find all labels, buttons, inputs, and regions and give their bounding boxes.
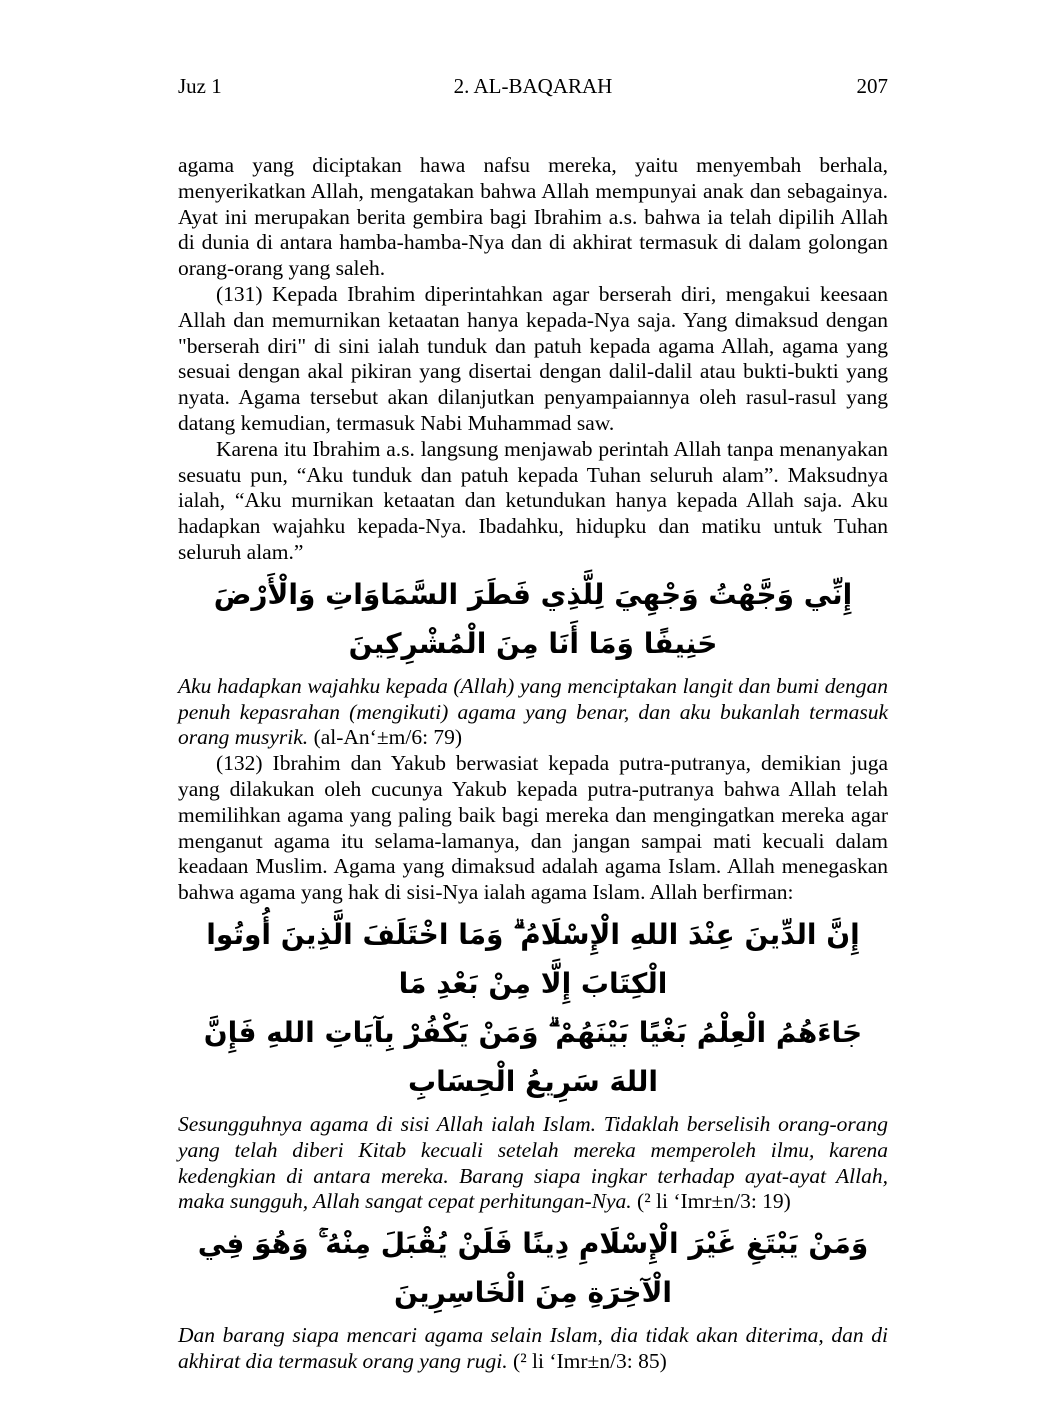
translation-al-anam-79 [178, 674, 888, 751]
verse-reference-ali-imran-19: (² li ‘Imr±n/3: 19) [637, 1189, 791, 1214]
translation-al-anam-79-text: Aku hadapkan wajahku kepada (Allah) yang menciptakan langit dan bumi dengan penuh kepasrahan (mengikuti) agama yang benar, dan aku bukanlah termasuk orang musyrik. [178, 673, 888, 750]
paragraph-verse-131: (131) Kepada Ibrahim diperintahkan agar berserah diri, mengakui keesaan Allah dan memurnikan ketaatan hanya kepada-Nya saja. Yang dimaksud dengan "berserah diri" di sini ialah tunduk dan patuh kepada agama Allah, agama yang sesuai dengan akal pikiran yang disertai dengan dalil-dalil atau bukti-bukti yang nyata. Agama tersebut akan dilanjutkan penyampaiannya oleh rasul-rasul yang datang kemudian, termasuk Nabi Muhammad saw. [178, 281, 888, 435]
arabic-verse-ali-imran-19 [178, 910, 888, 1106]
arabic-verse-ali-imran-19-line-2: جَاءَهُمُ الْعِلْمُ بَغْيًا بَيْنَهُمْ ۗ وَمَنْ يَكْفُرْ بِآيَاتِ اللهِ فَإِنَّ اللهَ سَرِيعُ الْحِسَابِ [203, 1015, 863, 1098]
page-header [178, 74, 888, 98]
arabic-verse-al-anam-79: إِنِّي وَجَّهْتُ وَجْهِيَ لِلَّذِي فَطَرَ السَّمَاوَاتِ وَالْأَرْضَ حَنِيفًا وَمَا أَنَا مِنَ الْمُشْرِكِينَ [213, 577, 853, 660]
verse-reference-ali-imran-85: (² li ‘Imr±n/3: 85) [513, 1348, 667, 1373]
translation-ali-imran-85-text: Dan barang siapa mencari agama selain Islam, dia tidak akan diterima, dan di akhirat dia termasuk orang yang rugi. [178, 1323, 888, 1373]
paragraph-intro-continuation: agama yang diciptakan hawa nafsu mereka, yaitu menyembah berhala, menyerikatkan Allah, mengatakan bahwa Allah mempunyai anak dan sebagainya. Ayat ini merupakan berita gembira bagi Ibrahim a.s. bahwa ia telah dipilih Allah di dunia di antara hamba-hamba-Nya dan di akhirat termasuk di dalam golongan orang-orang yang saleh. [178, 153, 888, 281]
verse-reference-al-anam-79: (al-An‘±m/6: 79) [313, 725, 463, 750]
translation-ali-imran-85 [178, 1323, 888, 1375]
translation-ali-imran-19 [178, 1112, 888, 1215]
arabic-verse-ali-imran-19-line-1: إِنَّ الدِّينَ عِنْدَ اللهِ الْإِسْلَامُ ۗ وَمَا اخْتَلَفَ الَّذِينَ أُوتُوا الْكِتَابَ إِلَّا مِنْ بَعْدِ مَا [206, 917, 860, 1000]
page-body [178, 153, 888, 1375]
arabic-verse-ali-imran-85: وَمَنْ يَبْتَغِ غَيْرَ الْإِسْلَامِ دِينًا فَلَنْ يُقْبَلَ مِنْهُ ۚ وَهُوَ فِي الْآخِرَةِ مِنَ الْخَاسِرِينَ [197, 1227, 869, 1310]
page-number: 207 [856, 74, 888, 98]
paragraph-tafsir-131: Karena itu Ibrahim a.s. langsung menjawab perintah Allah tanpa menanyakan sesuatu pun, “Aku tunduk dan patuh kepada Tuhan seluruh alam”. Maksudnya ialah, “Aku murnikan ketaatan dan ketundukan hanya kepada Allah saja. Aku hadapkan wajahku kepada-Nya. Ibadahku, hidupku dan matiku untuk Tuhan seluruh alam.” [178, 436, 888, 564]
translation-ali-imran-19-text: Sesungguhnya agama di sisi Allah ialah Islam. Tidaklah berselisih orang-orang yang telah diberi Kitab kecuali setelah mereka memperoleh ilmu, karena kedengkian di antara mereka. Barang siapa ingkar terhadap ayat-ayat Allah, maka sungguh, Allah sangat cepat perhitungan-Nya. [178, 1111, 888, 1214]
juz-label: Juz 1 [178, 74, 222, 98]
paragraph-verse-132: (132) Ibrahim dan Yakub berwasiat kepada putra-putranya, demikian juga yang dilakukan oleh cucunya Yakub kepada putra-putranya bahwa Allah telah memilihkan agama yang paling baik bagi mereka dan mengingatkan mereka agar menganut agama itu selama-lamanya, dan jangan sampai mati kecuali dalam keadaan Muslim. Agama yang dimaksud adalah agama Islam. Allah menegaskan bahwa agama yang hak di sisi-Nya ialah agama Islam. Allah berfirman: [178, 751, 888, 905]
surah-title: 2. AL-BAQARAH [453, 74, 613, 98]
